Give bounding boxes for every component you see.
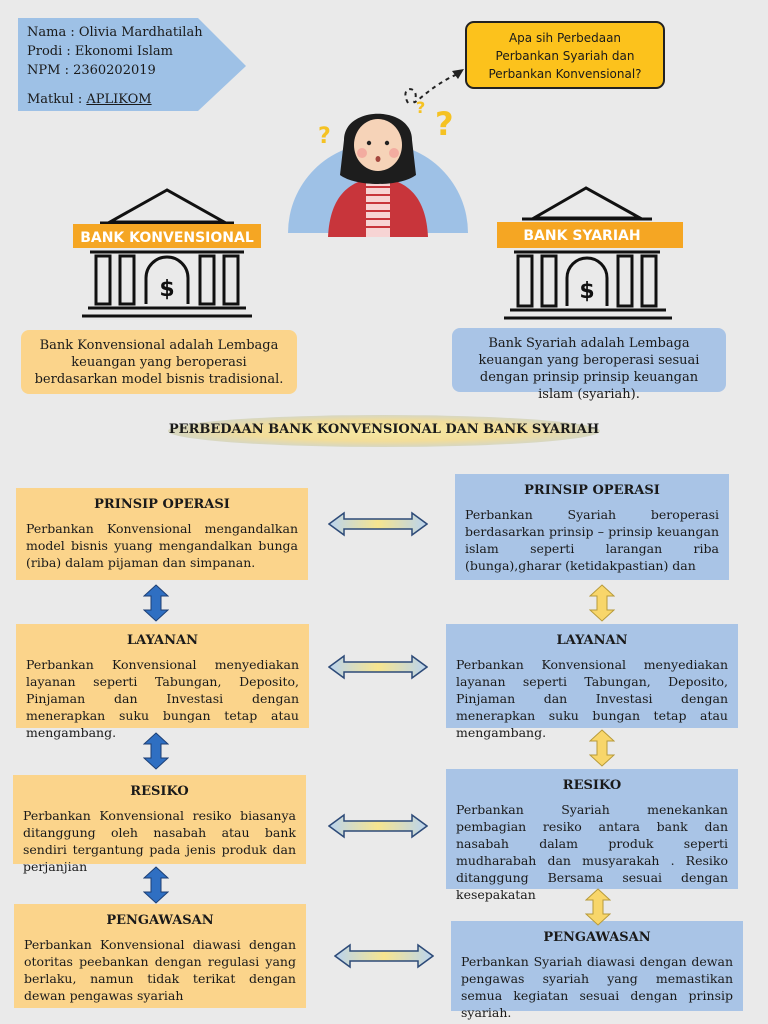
- vertical-arrow-icon: [589, 729, 615, 767]
- card-title: PRINSIP OPERASI: [524, 483, 660, 498]
- svg-text:$: $: [159, 277, 175, 302]
- right-pengawasan-card: [451, 921, 743, 1020]
- left-prinsip-operasi-card: [16, 488, 308, 580]
- vertical-arrow-icon: [143, 584, 169, 622]
- card-text: Perbankan Syariah diawasi dengan dewan pengawas syariah yang memastikan semua kegiatan sesuai dengan prinsip syariah.: [461, 954, 733, 1020]
- card-title: PENGAWASAN: [543, 930, 651, 945]
- card-title: RESIKO: [130, 784, 189, 799]
- card-title: RESIKO: [562, 778, 622, 793]
- vertical-arrow-icon: [585, 888, 611, 926]
- question-mark-icon: ?: [318, 124, 331, 149]
- card-title: PRINSIP OPERASI: [94, 497, 230, 512]
- comparison-banner: PERBEDAAN BANK KONVENSIONAL DAN BANK SYARIAH: [168, 415, 600, 447]
- question-box: [465, 21, 665, 89]
- right-prinsip-operasi-card: [455, 474, 729, 580]
- matkul-value: APLIKOM: [86, 92, 152, 107]
- vertical-arrow-icon: [143, 732, 169, 770]
- student-info: [27, 23, 203, 109]
- bank-syariah-icon: [494, 182, 689, 322]
- question-line-1: Apa sih Perbedaan: [508, 31, 622, 45]
- syariah-description: Bank Syariah adalah Lembaga keuangan yang beroperasi sesuai dengan prinsip prinsip keuangan islam (syariah).: [452, 328, 726, 392]
- matkul-label: Matkul :: [27, 92, 87, 107]
- left-pengawasan-card: [14, 904, 306, 1008]
- left-layanan-card: [16, 624, 309, 740]
- right-layanan-card: [446, 624, 738, 740]
- question-mark-icon: ?: [435, 105, 454, 143]
- double-arrow-icon: [334, 943, 434, 969]
- card-text: Perbankan Konvensional resiko biasanya ditanggung oleh nasabah atau bank sendiri tergantung pada jenis produk dan perjanjian: [23, 808, 296, 874]
- student-matkul: [27, 90, 203, 109]
- svg-text:?: ?: [416, 98, 426, 117]
- card-title: PENGAWASAN: [106, 913, 214, 928]
- student-npm: NPM : 2360202019: [27, 63, 156, 78]
- bank-syariah-label: BANK SYARIAH: [523, 228, 641, 244]
- girl-illustration: [280, 55, 480, 245]
- student-prodi: Prodi : Ekonomi Islam: [27, 44, 173, 59]
- right-resiko-card: [446, 769, 738, 902]
- question-line-2: Perbankan Syariah dan: [495, 49, 635, 63]
- card-text: Perbankan Konvensional menyediakan layanan seperti Tabungan, Deposito, Pinjaman dan Investasi dengan menerapkan suku bungan tetap atau mengambang.: [26, 657, 299, 740]
- vertical-arrow-icon: [589, 584, 615, 622]
- left-resiko-card: [13, 775, 306, 874]
- vertical-arrow-icon: [143, 866, 169, 904]
- card-text: Perbankan Syariah menekankan pembagian resiko antara bank dan nasabah dalam produk seperti mudharabah dan musyarakah . Resiko ditanggung Bersama sesuai dengan kesepakatan: [456, 802, 728, 902]
- double-arrow-icon: [328, 654, 428, 680]
- bank-konvensional-label: BANK KONVENSIONAL: [80, 230, 254, 246]
- card-text: Perbankan Konvensional mengandalkan model bisnis yuang mengandalkan bunga (riba) dalam pijaman dan simpanan.: [26, 521, 298, 570]
- dashed-arrow-icon: [405, 73, 460, 103]
- card-title: LAYANAN: [556, 633, 628, 648]
- card-text: Perbankan Konvensional menyediakan layanan seperti Tabungan, Deposito, Pinjaman dan Investasi dengan menerapkan suku bungan tetap atau mengambang.: [456, 657, 728, 740]
- konvensional-description: Bank Konvensional adalah Lembaga keuangan yang beroperasi berdasarkan model bisnis tradisional.: [21, 330, 297, 394]
- card-text: Perbankan Syariah beroperasi berdasarkan prinsip – prinsip keuangan islam seperti larangan riba (bunga),gharar (ketidakpastian) dan: [465, 507, 719, 573]
- double-arrow-icon: [328, 813, 428, 839]
- card-title: LAYANAN: [127, 633, 198, 648]
- student-name: Nama : Olivia Mardhatilah: [27, 25, 203, 40]
- question-line-3: Perbankan Konvensional?: [488, 67, 642, 81]
- svg-text:$: $: [579, 279, 595, 304]
- card-text: Perbankan Konvensional diawasi dengan otoritas peebankan dengan regulasi yang berlaku, namun tidak terikat dengan dewan pengawas syariah: [24, 937, 296, 1003]
- bank-konvensional-icon: [70, 186, 265, 321]
- double-arrow-icon: [328, 511, 428, 537]
